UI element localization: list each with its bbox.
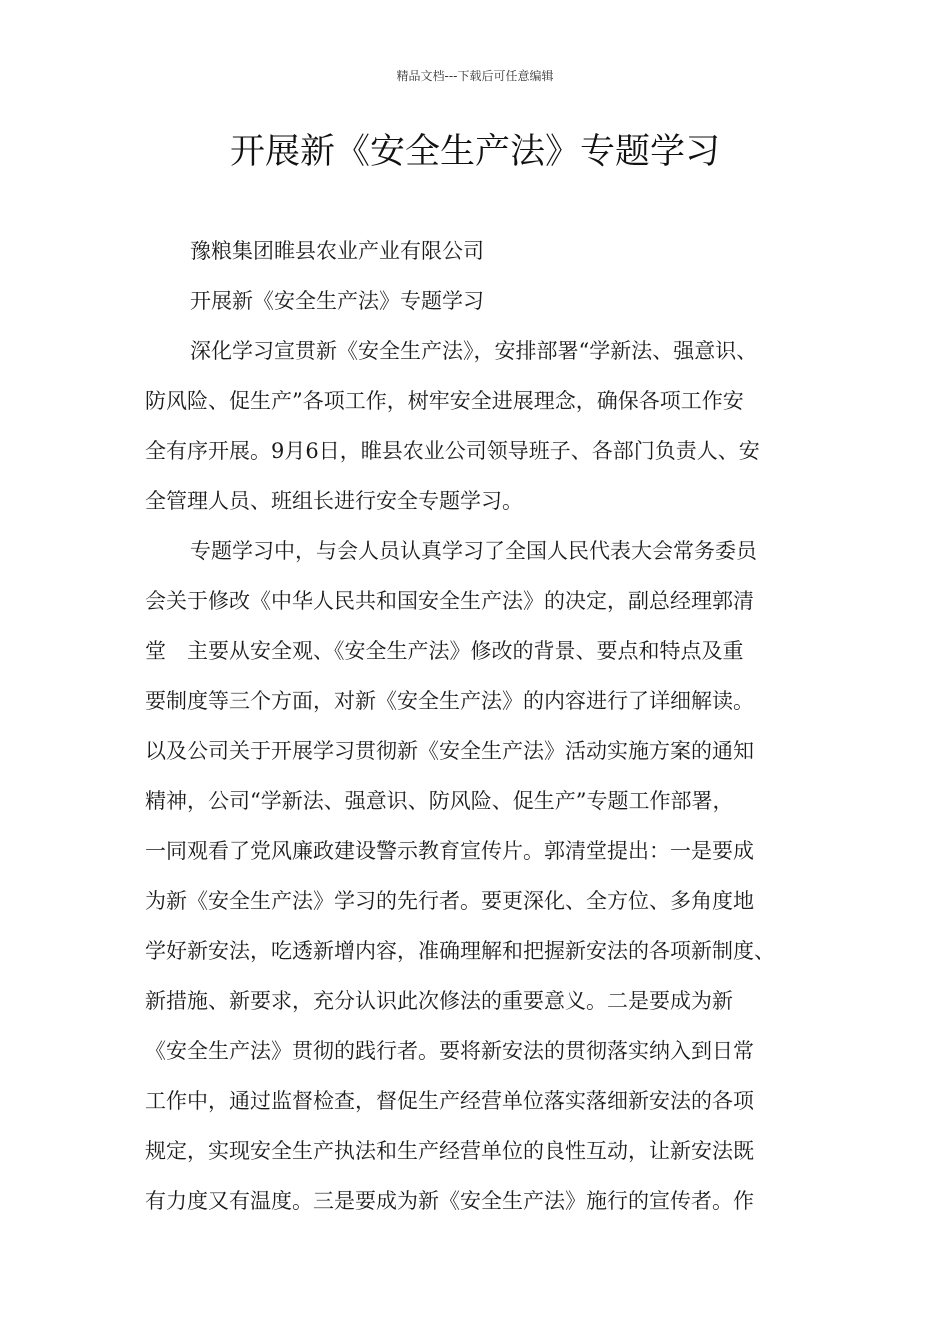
paragraph-line: 有力度又有温度。三是要成为新《安全生产法》施行的宣传者。作 bbox=[145, 1189, 754, 1213]
paragraph-line: 一同观看了党风廉政建设警示教育宣传片。郭清堂提出：一是要成 bbox=[145, 839, 754, 863]
page-header-note: 精品文档---下载后可任意编辑 bbox=[396, 69, 554, 83]
paragraph-line: 专题学习中，与会人员认真学习了全国人民代表大会常务委员 bbox=[190, 539, 757, 563]
paragraph-line: 规定，实现安全生产执法和生产经营单位的良性互动，让新安法既 bbox=[145, 1139, 754, 1163]
subtitle-line: 开展新《安全生产法》专题学习 bbox=[190, 289, 484, 313]
paragraph-line: 精神，公司“学新法、强意识、防风险、促生产”专题工作部署， bbox=[145, 789, 734, 813]
paragraph-line: 会关于修改《中华人民共和国安全生产法》的决定，副总经理郭清 bbox=[145, 589, 754, 613]
company-name-line: 豫粮集团睢县农业产业有限公司 bbox=[190, 239, 484, 263]
paragraph-line: 深化学习宣贯新《安全生产法》，安排部署“学新法、强意识、 bbox=[190, 339, 758, 363]
paragraph-line: 新措施、新要求，充分认识此次修法的重要意义。二是要成为新 bbox=[145, 989, 733, 1013]
paragraph-line: 堂 主要从安全观、《安全生产法》修改的背景、要点和特点及重 bbox=[145, 639, 744, 663]
paragraph-line: 防风险、促生产”各项工作，树牢安全进展理念，确保各项工作安 bbox=[145, 389, 744, 413]
paragraph-line: 为新《安全生产法》学习的先行者。要更深化、全方位、多角度地 bbox=[145, 889, 754, 913]
paragraph-line: 以及公司关于开展学习贯彻新《安全生产法》活动实施方案的通知 bbox=[145, 739, 754, 763]
document-title: 开展新《安全生产法》专题学习 bbox=[229, 132, 720, 172]
paragraph-line: 全有序开展。9月6日，睢县农业公司领导班子、各部门负责人、安 bbox=[145, 439, 760, 463]
paragraph-line: 全管理人员、班组长进行安全专题学习。 bbox=[145, 489, 523, 513]
paragraph-line: 工作中，通过监督检查，督促生产经营单位落实落细新安法的各项 bbox=[145, 1089, 754, 1113]
paragraph-line: 学好新安法，吃透新增内容，准确理解和把握新安法的各项新制度、 bbox=[145, 939, 775, 963]
paragraph-line: 要制度等三个方面，对新《安全生产法》的内容进行了详细解读。 bbox=[145, 689, 754, 713]
paragraph-line: 《安全生产法》贯彻的践行者。要将新安法的贯彻落实纳入到日常 bbox=[145, 1039, 754, 1063]
